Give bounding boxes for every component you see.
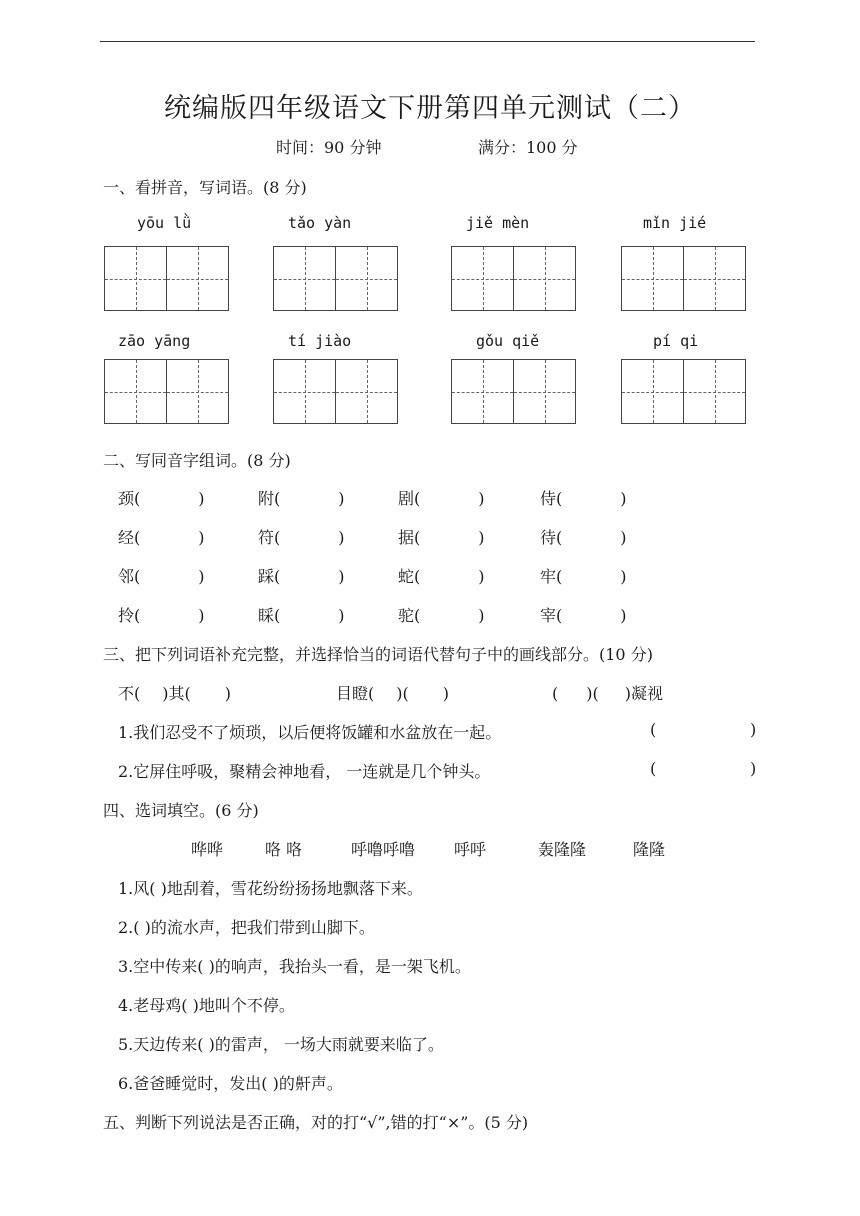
paren-close: ) (620, 567, 627, 586)
writing-grid[interactable] (273, 246, 398, 311)
paren-open: ( (134, 606, 141, 625)
homophone-char: 踩 (258, 567, 275, 586)
paren-open: ( (556, 606, 563, 625)
paren-close: ) (198, 567, 205, 586)
pinyin-label: yōu lǜ (137, 214, 192, 232)
paren-close: ) (478, 606, 485, 625)
homophone-char: 颈 (118, 489, 135, 508)
fill-question-4[interactable]: 4.老母鸡( )地叫个不停。 (118, 996, 295, 1015)
fill-question-1[interactable]: 1.风( )地刮着，雪花纷纷扬扬地飘落下来。 (118, 879, 423, 898)
paren-open: ( (556, 528, 563, 547)
section-2-heading: 二、写同音字组词。(8 分) (103, 451, 291, 470)
pinyin-label: jiě mèn (466, 214, 530, 232)
idiom-blank[interactable] (118, 681, 231, 704)
homophone-item[interactable] (258, 525, 345, 548)
paren-close: ) (620, 528, 627, 547)
homophone-char: 驼 (398, 606, 415, 625)
paren-close: ) (198, 489, 205, 508)
paren-close: ) (198, 606, 205, 625)
homophone-char: 侍 (540, 489, 557, 508)
writing-grid[interactable] (273, 359, 398, 424)
homophone-char: 睬 (258, 606, 275, 625)
writing-grid[interactable] (621, 359, 746, 424)
answer-paren-open: ( (650, 720, 657, 739)
top-rule (100, 41, 755, 42)
homophone-char: 蛇 (398, 567, 415, 586)
idiom-text: ) (224, 684, 231, 703)
writing-grid[interactable] (621, 246, 746, 311)
paren-open: ( (556, 489, 563, 508)
homophone-item[interactable] (258, 603, 345, 626)
idiom-text: )( (586, 684, 599, 703)
homophone-item[interactable] (398, 525, 485, 548)
writing-grid[interactable] (104, 359, 229, 424)
paren-close: ) (620, 489, 627, 508)
homophone-item[interactable] (540, 564, 627, 587)
homophone-char: 符 (258, 528, 275, 547)
pinyin-label: tí jiào (288, 332, 352, 350)
exam-score: 满分：100 分 (478, 138, 578, 157)
pinyin-label: zāo yāng (118, 332, 191, 350)
pinyin-label: mǐn jié (643, 214, 707, 232)
idiom-text: )凝视 (624, 684, 663, 703)
paren-close: ) (338, 567, 345, 586)
homophone-char: 宰 (540, 606, 557, 625)
homophone-char: 邻 (118, 567, 135, 586)
section-4-heading: 四、选词填空。(6 分) (103, 801, 259, 820)
word-choice: 呼噜呼噜 (351, 840, 416, 859)
pinyin-label: tǎo yàn (288, 214, 352, 232)
homophone-char: 附 (258, 489, 275, 508)
homophone-item[interactable] (398, 564, 485, 587)
fill-question-3[interactable]: 3.空中传来( )的响声，我抬头一看，是一架飞机。 (118, 957, 471, 976)
word-choice: 咯 咯 (265, 840, 303, 859)
writing-grid[interactable] (451, 246, 576, 311)
homophone-item[interactable] (540, 525, 627, 548)
fill-question-2[interactable]: 2.( )的流水声，把我们带到山脚下。 (118, 918, 375, 937)
writing-grid[interactable] (104, 246, 229, 311)
homophone-item[interactable] (118, 525, 205, 548)
paren-open: ( (414, 567, 421, 586)
sentence-2: 2.它屏住呼吸，聚精会神地看， 一连就是几个钟头。 (118, 762, 491, 781)
section-3-heading: 三、把下列词语补充完整，并选择恰当的词语代替句子中的画线部分。(10 分) (103, 645, 653, 664)
idiom-blank[interactable] (552, 681, 663, 704)
idiom-text: 不( (118, 684, 141, 703)
homophone-item[interactable] (258, 486, 345, 509)
homophone-item[interactable] (258, 564, 345, 587)
homophone-char: 牢 (540, 567, 557, 586)
section-1-heading: 一、看拼音，写词语。(8 分) (103, 178, 307, 197)
homophone-item[interactable] (540, 486, 627, 509)
homophone-item[interactable] (398, 603, 485, 626)
paren-close: ) (478, 528, 485, 547)
homophone-item[interactable] (118, 603, 205, 626)
paren-open: ( (414, 489, 421, 508)
exam-time: 时间：90 分钟 (276, 138, 382, 157)
homophone-item[interactable] (118, 564, 205, 587)
idiom-text: ) (442, 684, 449, 703)
answer-paren-open: ( (650, 759, 657, 778)
paren-open: ( (274, 567, 281, 586)
homophone-char: 据 (398, 528, 415, 547)
word-choice: 轰隆隆 (538, 840, 587, 859)
homophone-item[interactable] (118, 486, 205, 509)
paren-close: ) (478, 489, 485, 508)
paren-close: ) (338, 489, 345, 508)
paren-close: ) (338, 606, 345, 625)
word-choice: 隆隆 (633, 840, 666, 859)
writing-grid[interactable] (451, 359, 576, 424)
paren-close: ) (338, 528, 345, 547)
paren-open: ( (414, 606, 421, 625)
homophone-item[interactable] (540, 603, 627, 626)
idiom-text: )其( (162, 684, 191, 703)
paren-close: ) (620, 606, 627, 625)
word-choice: 呼呼 (454, 840, 487, 859)
paren-open: ( (134, 567, 141, 586)
paren-open: ( (134, 489, 141, 508)
pinyin-label: gǒu qiě (476, 332, 540, 350)
paren-close: ) (478, 567, 485, 586)
homophone-char: 拎 (118, 606, 135, 625)
sentence-1: 1.我们忍受不了烦琐，以后便将饭罐和水盆放在一起。 (118, 723, 502, 742)
paren-open: ( (134, 528, 141, 547)
answer-paren-close[interactable]: ) (750, 759, 757, 778)
paren-open: ( (274, 606, 281, 625)
fill-question-6[interactable]: 6.爸爸睡觉时，发出( )的鼾声。 (118, 1074, 343, 1093)
answer-paren-close[interactable]: ) (750, 720, 757, 739)
page-title: 统编版四年级语文下册第四单元测试（二） (164, 93, 696, 124)
homophone-char: 经 (118, 528, 135, 547)
paren-open: ( (274, 528, 281, 547)
homophone-item[interactable] (398, 486, 485, 509)
idiom-text: ( (552, 684, 559, 703)
paren-open: ( (414, 528, 421, 547)
fill-question-5[interactable]: 5.天边传来( )的雷声， 一场大雨就要来临了。 (118, 1035, 444, 1054)
paren-close: ) (198, 528, 205, 547)
homophone-char: 待 (540, 528, 557, 547)
pinyin-label: pí qi (653, 332, 699, 350)
idiom-text: )( (396, 684, 409, 703)
idiom-text: 目瞪( (336, 684, 375, 703)
section-5-heading: 五、判断下列说法是否正确，对的打“√”,错的打“×”。(5 分) (103, 1113, 529, 1132)
word-choice: 哗哗 (191, 840, 224, 859)
paren-open: ( (274, 489, 281, 508)
idiom-blank[interactable] (336, 681, 449, 704)
paren-open: ( (556, 567, 563, 586)
homophone-char: 剧 (398, 489, 415, 508)
